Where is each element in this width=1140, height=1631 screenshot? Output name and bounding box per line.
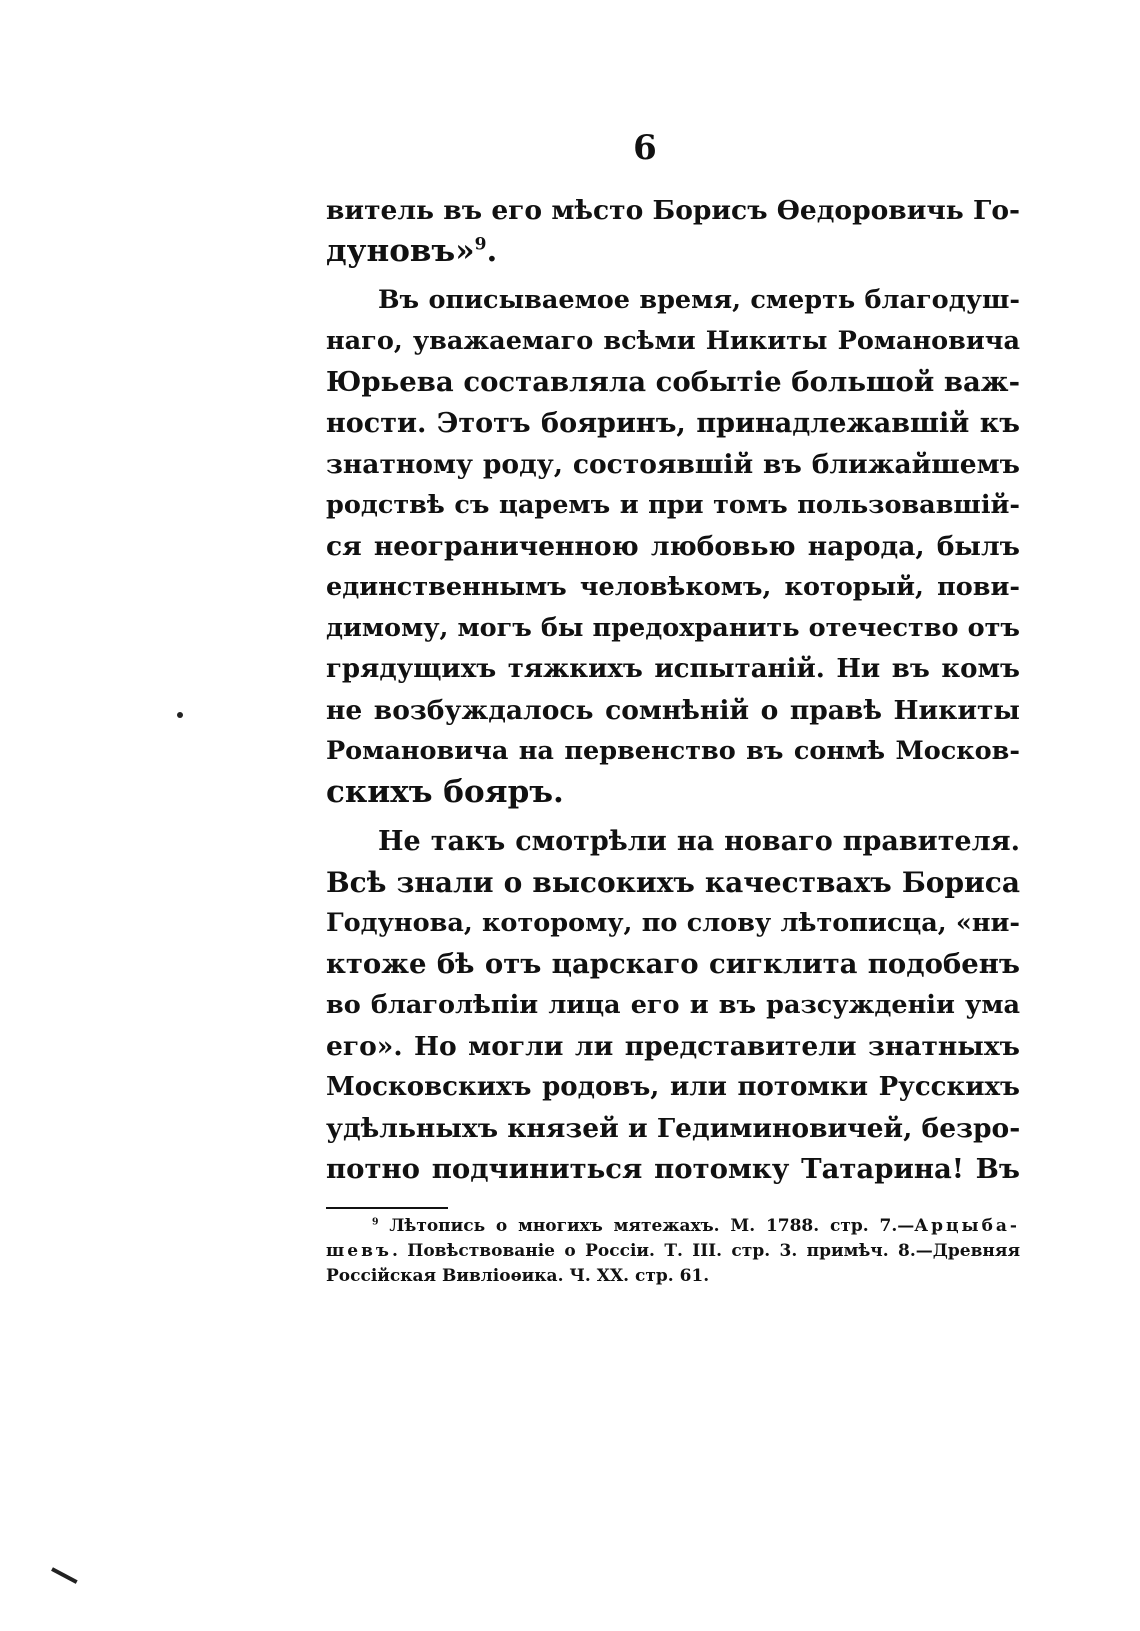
footnote-author: Арцыба- <box>914 1216 1020 1236</box>
text-fragment: . <box>486 233 498 269</box>
text-line: ктоже бѣ отъ царскаго сигклита подобенъ <box>326 948 1020 980</box>
text-line: ся неограниченною любовью народа, былъ <box>326 531 1020 562</box>
footnote-line: Россійская Вивліоѳика. Ч. XX. стр. 61. <box>326 1266 710 1286</box>
footnote-text: . Повѣствованіе о Россіи. Т. III. стр. 3. примѣч. 8.—Древняя <box>391 1241 1020 1261</box>
text-line: Не такъ смотрѣли на новаго правителя. <box>378 826 1020 857</box>
footnote-divider <box>326 1207 448 1209</box>
text-line: единственнымъ человѣкомъ, который, пови- <box>326 572 1020 602</box>
text-line: во благолѣпіи лица его и въ разсужденіи ума <box>326 990 1020 1020</box>
text-line: его». Но могли ли представители знатныхъ <box>326 1031 1020 1062</box>
text-line: наго, уважаемаго всѣми Никиты Романовича <box>326 326 1020 356</box>
footnote-number: 9 <box>372 1216 379 1228</box>
text-line <box>326 231 1020 272</box>
footnote-line <box>326 1214 1020 1239</box>
text-line: знатному роду, состоявшій въ ближайшемъ <box>326 449 1020 480</box>
text-line: димому, могъ бы предохранить отечество отъ <box>326 613 1020 643</box>
page-number: 6 <box>633 128 657 168</box>
footnote-reference: 9 <box>474 234 487 255</box>
text-line: Юрьева составляла событіе большой важ- <box>326 366 1020 398</box>
text-line: не возбуждалось сомнѣній о правѣ Никиты <box>326 695 1020 726</box>
text-line: ности. Этотъ бояринъ, принадлежавшій къ <box>326 408 1020 439</box>
text-line: потно подчиниться потомку Татарина! Въ <box>326 1153 1020 1185</box>
text-line: Московскихъ родовъ, или потомки Русскихъ <box>326 1072 1020 1102</box>
text-line: Годунова, которому, по слову лѣтописца, «ни- <box>326 908 1020 938</box>
text-line: витель въ его мѣсто Борисъ Ѳедоровичь Го- <box>326 195 1020 226</box>
text-line: грядущихъ тяжкихъ испытаній. Ни въ комъ <box>326 654 1020 684</box>
text-fragment: дуновъ» <box>326 233 475 269</box>
footnote-line <box>326 1239 1020 1264</box>
text-line: Романовича на первенство въ сонмѣ Москов- <box>326 736 1020 766</box>
text-line: Въ описываемое время, смерть благодуш- <box>378 285 1020 315</box>
footnote <box>326 1214 1020 1289</box>
text-line: Всѣ знали о высокихъ качествахъ Бориса <box>326 866 1020 899</box>
main-text <box>326 190 1020 1190</box>
text-line: скихъ бояръ. <box>326 774 564 810</box>
footnote-author: шевъ <box>326 1241 392 1261</box>
text-line: удѣльныхъ князей и Гедиминовичей, безро- <box>326 1113 1021 1144</box>
text-line: родствѣ съ царемъ и при томъ пользовавшій- <box>326 490 1020 520</box>
scan-speck <box>177 712 183 718</box>
footnote-text: Лѣтопись о многихъ мятежахъ. М. 1788. стр. 7.— <box>389 1216 915 1236</box>
scan-speck <box>51 1567 78 1584</box>
